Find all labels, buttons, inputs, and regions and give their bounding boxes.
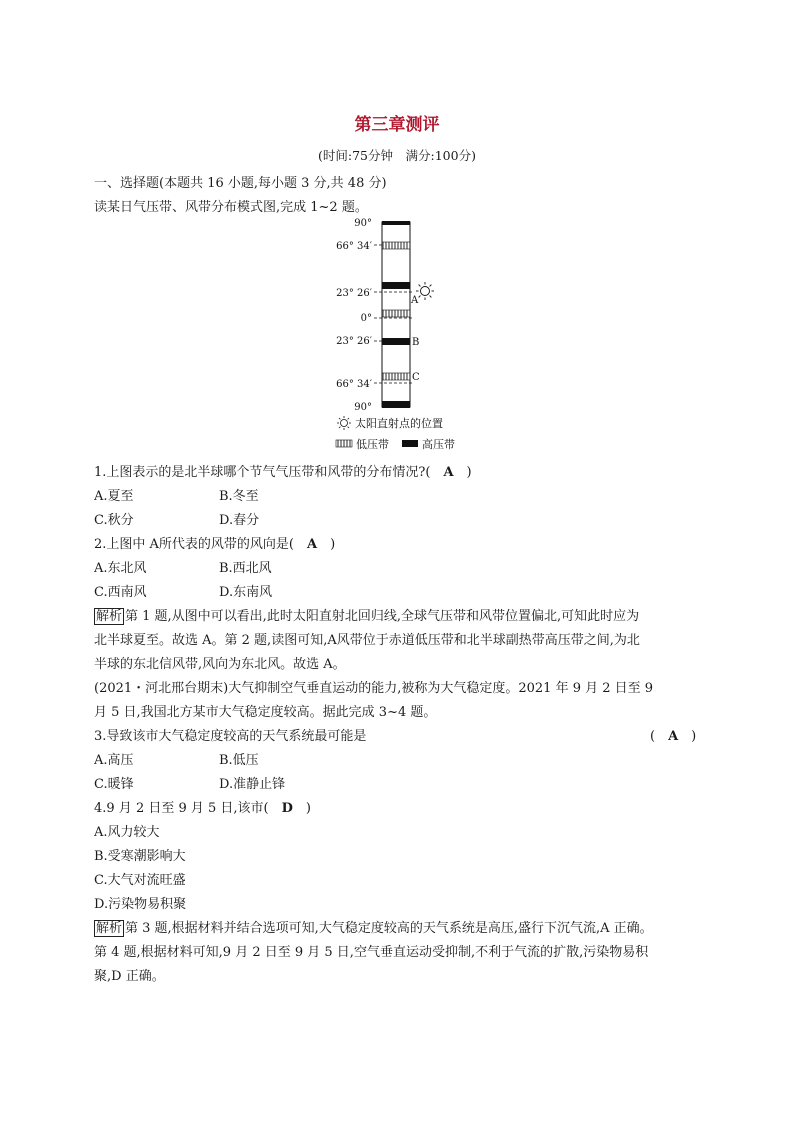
subpolar-low-south: [382, 373, 410, 380]
question-text: 4.9 月 2 日至 9 月 5 日,该市(: [94, 801, 282, 816]
question-4: 4.9 月 2 日至 9 月 5 日,该市( D ): [94, 801, 311, 816]
analysis-line: 半球的东北信风带,风向为东北风。故选 A。: [94, 657, 346, 672]
option: D.春分: [219, 513, 260, 528]
option: B.西北风: [219, 561, 272, 576]
question-1: 1.上图表示的是北半球哪个节气气压带和风带的分布情况?( A ): [94, 465, 472, 480]
intro-q1-2: 读某日气压带、风带分布模式图,完成 1~2 题。: [94, 200, 368, 215]
lat-label: 23° 26′: [336, 336, 372, 347]
subtropical-high-north: [382, 282, 410, 289]
legend-low-swatch: [336, 440, 352, 447]
polar-high-north: [382, 221, 410, 225]
option: A.风力较大: [94, 825, 160, 840]
question-3: 3.导致该市大气稳定度较高的天气系统最可能是: [94, 729, 367, 744]
legend-sun-label: 太阳直射点的位置: [355, 418, 443, 430]
point-label-a: A: [411, 295, 419, 306]
analysis-line: 第 4 题,根据材料可知,9 月 2 日至 9 月 5 日,空气垂直运动受抑制,不利于气流的扩散,污染物易积: [94, 945, 649, 960]
question-text: 2.上图中 A所代表的风带的风向是(: [94, 537, 307, 552]
answer: A: [307, 537, 318, 552]
option: C.暖锋: [94, 777, 134, 792]
lat-label: 90°: [354, 218, 372, 229]
option: B.低压: [219, 753, 259, 768]
material-line: 月 5 日,我国北方某市大气稳定度较高。据此完成 3~4 题。: [94, 705, 437, 720]
polar-high-south: [382, 401, 410, 408]
subtropical-high-south: [382, 338, 410, 345]
lat-label: 66° 34′: [336, 241, 372, 252]
option: C.大气对流旺盛: [94, 873, 186, 888]
lat-label: 0°: [360, 313, 372, 324]
option: D.准静止锋: [219, 777, 286, 792]
option: C.西南风: [94, 585, 147, 600]
option: C.秋分: [94, 513, 134, 528]
analysis-line: 解析 第 3 题,根据材料并结合选项可知,大气稳定度较高的天气系统是高压,盛行下沉气流,A 正确。: [96, 921, 653, 936]
analysis-line: 解析 第 1 题,从图中可以看出,此时太阳直射北回归线,全球气压带和风带位置偏北,可知此时应为: [96, 609, 640, 624]
lat-label: 23° 26′: [336, 288, 372, 299]
point-label-c: C: [412, 372, 420, 383]
question-text: 1.上图表示的是北半球哪个节气气压带和风带的分布情况?(: [94, 465, 444, 480]
legend-sun-icon: [337, 416, 351, 430]
lat-label: 66° 34′: [336, 379, 372, 390]
answer: A: [668, 729, 679, 744]
question-2: 2.上图中 A所代表的风带的风向是( A ): [94, 537, 336, 552]
analysis-line: 聚,D 正确。: [94, 969, 165, 984]
answer-mark: ( A ): [650, 729, 697, 744]
sun-icon: [416, 282, 434, 300]
answer: A: [443, 465, 454, 480]
option: B.受寒潮影响大: [94, 849, 186, 864]
option: D.东南风: [219, 585, 273, 600]
option: A.夏至: [94, 489, 134, 504]
analysis-label: 解析: [96, 921, 123, 936]
analysis-label: 解析: [96, 609, 123, 624]
point-label-b: B: [412, 337, 420, 348]
page-title: 第三章测评: [354, 115, 440, 135]
legend-high-label: 高压带: [422, 439, 455, 451]
answer: D: [281, 801, 293, 816]
analysis-line: 北半球夏至。故选 A。第 2 题,读图可知,A风带位于赤道低压带和北半球副热带高压带之间,为北: [94, 633, 640, 648]
section-heading: 一、选择题(本题共 16 小题,每小题 3 分,共 48 分): [94, 176, 387, 191]
subpolar-low-north: [382, 242, 410, 249]
material-line: (2021・河北邢台期末)大气抑制空气垂直运动的能力,被称为大气稳定度。2021 年 9 月 2 日至 9: [94, 681, 654, 696]
option: D.污染物易积聚: [94, 897, 187, 912]
option: A.东北风: [94, 561, 147, 576]
exam-info: (时间:75分钟 满分:100分): [318, 148, 476, 163]
legend-high-swatch: [402, 440, 418, 447]
pressure-wind-belt-diagram: [316, 215, 476, 460]
legend-low-label: 低压带: [356, 439, 389, 451]
option: B.冬至: [219, 489, 259, 504]
equatorial-low: [382, 310, 410, 317]
lat-label: 90°: [354, 402, 372, 413]
option: A.高压: [94, 753, 134, 768]
